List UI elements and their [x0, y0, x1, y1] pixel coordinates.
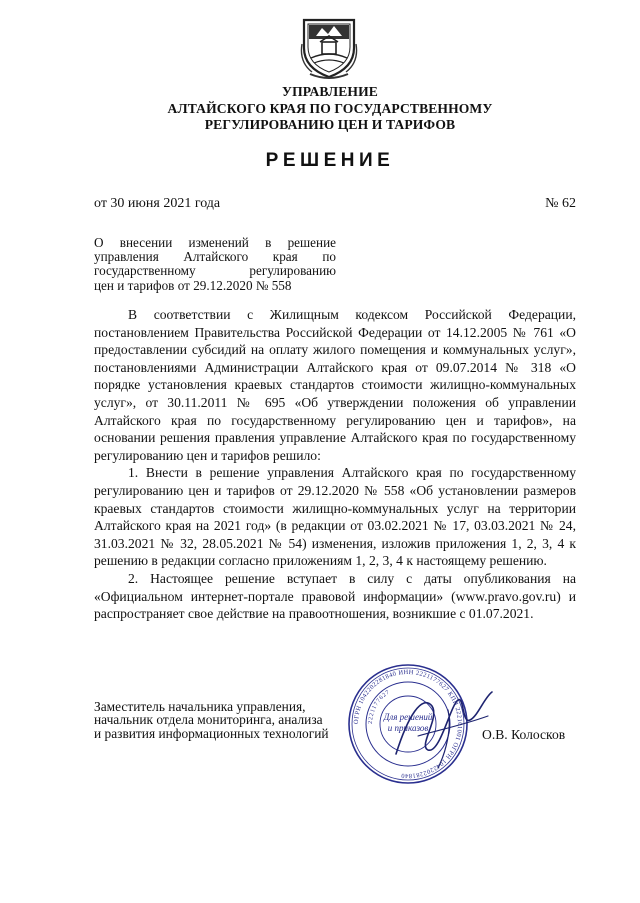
stamp-inner-line-1: Для решений: [383, 712, 433, 722]
document-title: РЕШЕНИЕ: [265, 150, 395, 171]
subject-line: управления Алтайского края по: [94, 249, 336, 265]
org-line-1: УПРАВЛЕНИЕ: [282, 84, 378, 99]
position-line: начальник отдела мониторинга, анализа: [94, 712, 323, 728]
document-subject: [94, 236, 336, 293]
altai-krai-coat-of-arms-icon: [300, 14, 358, 80]
document-date: от 30 июня 2021 года: [94, 196, 221, 211]
organization-name: [100, 84, 560, 134]
stamp-inner-line-2: и приказов: [387, 723, 429, 733]
paragraph-item-2: 2. Настоящее решение вступает в силу с даты опубликования на «Официальном интернет-портале правовой информации» (www.pravo.gov.ru) и распространяет свое действие на правоотношения, возникшие с 01.07.2021.: [94, 570, 576, 622]
org-line-3: РЕГУЛИРОВАНИЮ ЦЕН И ТАРИФОВ: [204, 117, 456, 132]
org-line-2: АЛТАЙСКОГО КРАЯ ПО ГОСУДАРСТВЕННОМУ: [167, 100, 493, 116]
paragraph-preamble: В соответствии с Жилищным кодексом Российской Федерации, постановлением Правительства Российской Федерации от 14.12.2005 № 761 «О предоставлении субсидий на оплату жилого помещения и коммунальных услуг», постановлениями Администрации Алтайского края от 09.07.2014 № 318 «О порядке установления краевых стандартов стоимости жилищно-коммунальных услуг», от 30.11.2011 № 695 «Об утверждении положения об управлении Алтайского края по государственному регулированию цен и тарифов», на основании решения правления управление Алтайского края по государственному регулированию цен и тарифов решило:: [94, 307, 576, 463]
position-line: и развития информационных технологий: [94, 725, 329, 741]
subject-line: государственному регулированию: [94, 263, 336, 279]
signatory-name: О.В. Колосков: [482, 727, 566, 742]
stamp-number: 2221177627: [367, 689, 392, 725]
svg-text:ОГРН 1042202281840 ИНН 2221177: ОГРН 1042202281840 ИНН 2221177627 КПП 222101001 ОГРН 1042202281840: [352, 668, 464, 780]
document-number: № 62: [545, 196, 576, 211]
position-line: Заместитель начальника управления,: [94, 699, 306, 714]
subject-line: цен и тарифов от 29.12.2020 № 558: [94, 277, 292, 293]
subject-line: О внесении изменений в решение: [94, 235, 336, 250]
handwritten-signature-icon: [388, 676, 498, 776]
document-body: [94, 306, 576, 623]
paragraph-item-1: 1. Внести в решение управления Алтайского края по государственному регулированию цен и тарифов от 29.12.2020 № 558 «Об установлении размеров краевых стандартов стоимости жилищно-коммунальных услуг на территории Алтайского края на 2021 год» (в редакции от 03.02.2021 № 17, 03.03.2021 № 24, 31.03.2021 № 32, 28.05.2021 № 54) изменения, изложив приложения 1, 2, 3, 4 к решению в редакции согласно приложениям 1, 2, 3, 4 к настоящему решению.: [94, 465, 576, 569]
signatory-position: [94, 700, 329, 740]
